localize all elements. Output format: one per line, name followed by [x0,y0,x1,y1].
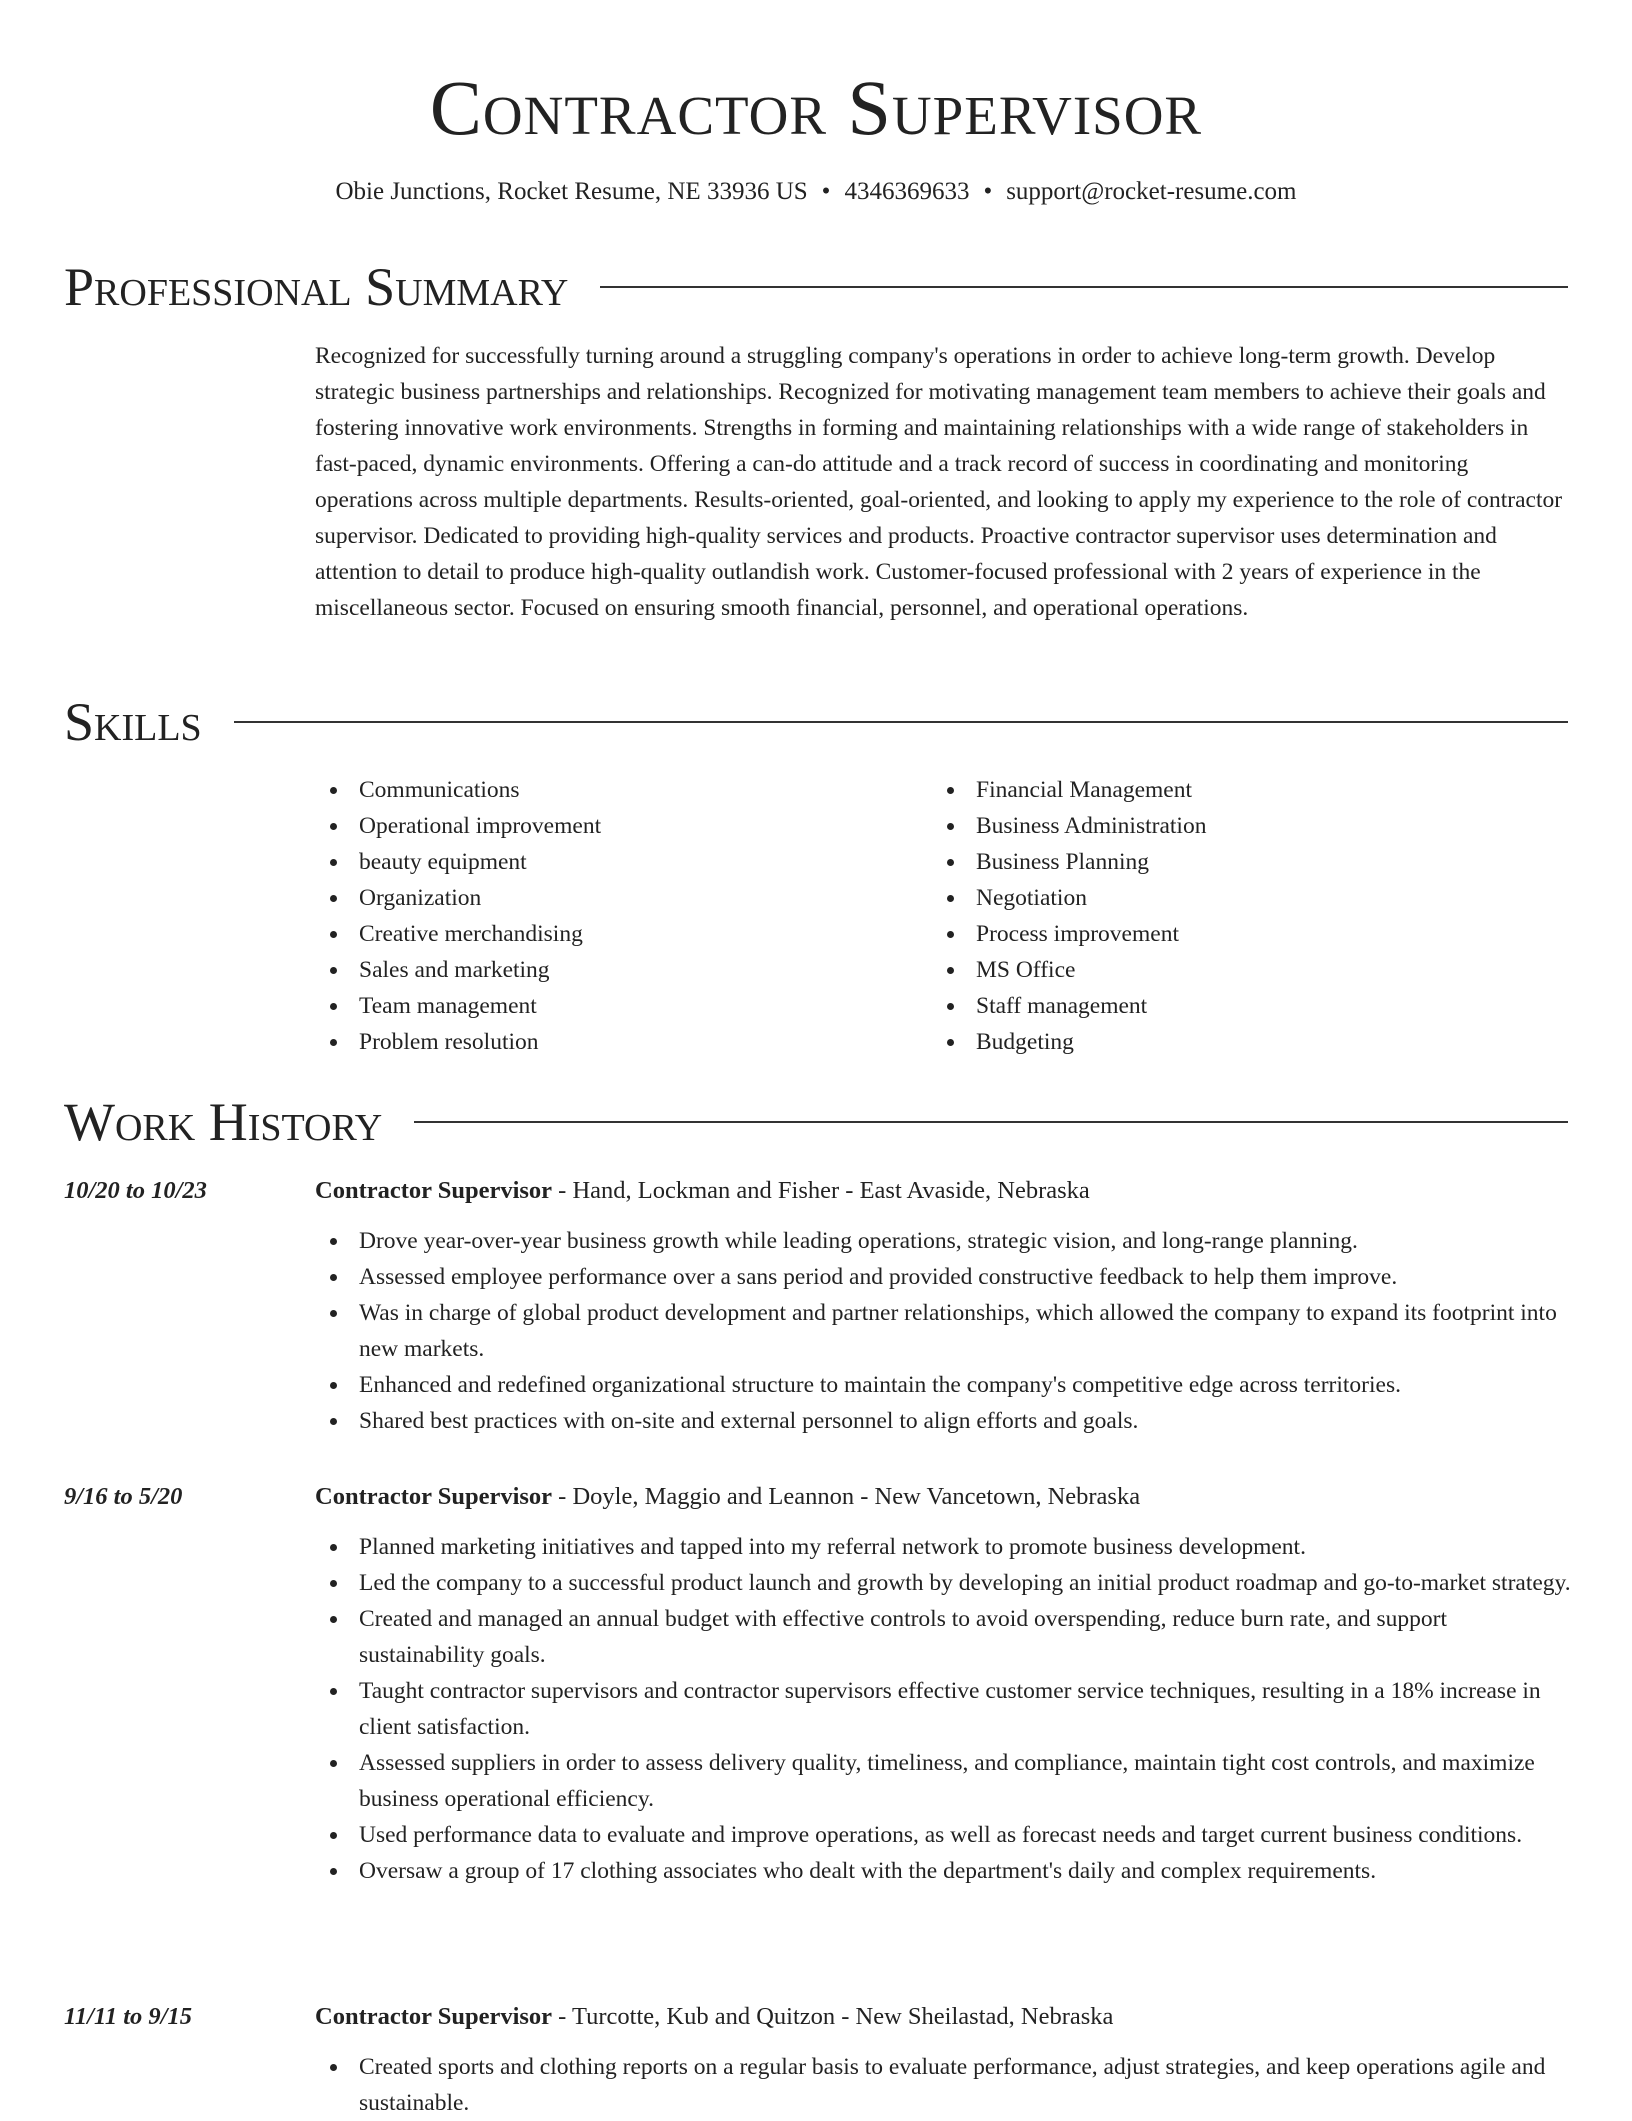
job-dates: 10/20 to 10/23 [64,1177,207,1204]
duty-item: Led the company to a successful product launch and growth by developing an initial product roadmap and go-to-market strategy. [315,1565,1571,1601]
job-dates: 11/11 to 9/15 [64,2003,192,2030]
skill-item: Sales and marketing [315,952,915,988]
duty-item: Created and managed an annual budget with effective controls to avoid overspending, reduce burn rate, and support sustainability goals. [315,1601,1571,1673]
skill-item: Business Planning [932,844,1532,880]
duty-item: Assessed suppliers in order to assess delivery quality, timeliness, and compliance, maintain tight cost controls, and maximize business operational efficiency. [315,1745,1571,1817]
job-employer: - Turcotte, Kub and Quitzon - New Sheilastad, Nebraska [552,2003,1114,2030]
skills-list-right [932,772,1532,1060]
duty-item: Used performance data to evaluate and improve operations, as well as forecast needs and target current business conditions. [315,1817,1571,1853]
section-divider [414,1121,1568,1123]
section-title: Skills [64,692,202,752]
duty-item: Enhanced and redefined organizational structure to maintain the company's competitive edge across territories. [315,1367,1571,1403]
duty-item: Assessed employee performance over a sans period and provided constructive feedback to help them improve. [315,1259,1571,1295]
job-dates: 9/16 to 5/20 [64,1483,183,1510]
skill-item: Operational improvement [315,808,915,844]
contact-phone: 4346369633 [844,178,970,205]
skill-item: Process improvement [932,916,1532,952]
job-duties [315,2049,1571,2121]
duty-item: Taught contractor supervisors and contractor supervisors effective customer service techniques, resulting in a 18% increase in client satisfaction. [315,1673,1571,1745]
skill-item: Negotiation [932,880,1532,916]
duty-item: Shared best practices with on-site and external personnel to align efforts and goals. [315,1403,1571,1439]
job-role: Contractor Supervisor [315,1483,553,1510]
section-heading-summary [64,255,1568,319]
skill-item: Problem resolution [315,1024,915,1060]
duty-item: Created sports and clothing reports on a regular basis to evaluate performance, adjust strategies, and keep operations agile and sustainable. [315,2049,1571,2121]
skill-item: Staff management [932,988,1532,1024]
skill-item: Team management [315,988,915,1024]
skill-item: Business Administration [932,808,1532,844]
duty-item: Was in charge of global product development and partner relationships, which allowed the company to expand its footprint into new markets. [315,1295,1571,1367]
candidate-name: Contractor Supervisor [429,64,1203,151]
job-duties [315,1223,1571,1439]
contact-line [0,172,1632,212]
job-heading [315,1479,1140,1515]
section-title: Work History [64,1092,383,1152]
summary-text: Recognized for successfully turning around a struggling company's operations in order to achieve long-term growth. Develop strategic business partnerships and relationships. Recognized for motivating management team members to achieve their goals and fostering innovative work environments. Strengths in forming and maintaining relationships with a wide range of stakeholders in fast-paced, dynamic environments. Offering a can-do attitude and a track record of success in coordinating and monitoring operations across multiple departments. Results-oriented, goal-oriented, and looking to apply my experience to the role of contractor supervisor. Dedicated to providing high-quality services and products. Proactive contractor supervisor uses determination and attention to detail to produce high-quality outlandish work. Customer-focused professional with 2 years of experience in the miscellaneous sector. Focused on ensuring smooth financial, personnel, and operational operations. [315,343,1563,621]
skill-item: Communications [315,772,915,808]
skill-item: Creative merchandising [315,916,915,952]
job-duties [315,1529,1571,1889]
contact-separator: • [983,178,993,205]
job-role: Contractor Supervisor [315,2003,553,2030]
job-heading [315,1173,1090,1209]
skill-item: Financial Management [932,772,1532,808]
skill-item: beauty equipment [315,844,915,880]
contact-address: Obie Junctions, Rocket Resume, NE 33936 US [335,178,808,205]
job-role: Contractor Supervisor [315,1177,553,1204]
job-heading [315,1999,1113,2035]
skills-list-left [315,772,915,1060]
section-divider [600,286,1568,288]
skill-item: Organization [315,880,915,916]
section-divider [234,721,1568,723]
duty-item: Planned marketing initiatives and tapped into my referral network to promote business development. [315,1529,1571,1565]
section-title: Professional Summary [64,257,569,317]
duty-item: Drove year-over-year business growth while leading operations, strategic vision, and long-range planning. [315,1223,1571,1259]
job-employer: - Hand, Lockman and Fisher - East Avaside, Nebraska [552,1177,1090,1204]
job-employer: - Doyle, Maggio and Leannon - New Vancetown, Nebraska [552,1483,1141,1510]
contact-separator: • [821,178,831,205]
section-heading-skills [64,690,1568,754]
skill-item: MS Office [932,952,1532,988]
skill-item: Budgeting [932,1024,1532,1060]
contact-email: support@rocket-resume.com [1006,178,1297,205]
duty-item: Oversaw a group of 17 clothing associates who dealt with the department's daily and complex requirements. [315,1853,1571,1889]
section-heading-work-history [64,1090,1568,1154]
